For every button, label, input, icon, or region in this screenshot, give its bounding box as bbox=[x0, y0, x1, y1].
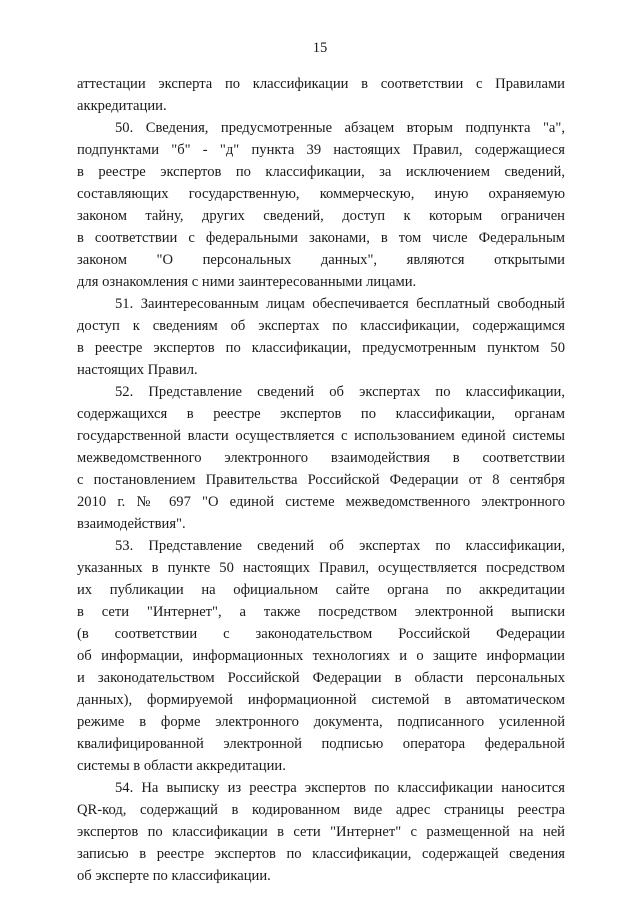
text-line: для ознакомления с ними заинтересованными лицами. bbox=[77, 274, 417, 290]
text-line: (в соответствии с законодательством Российской Федерации bbox=[77, 626, 565, 642]
text-line: записью в реестре экспертов по классификации, содержащей сведения bbox=[77, 846, 565, 862]
text-line: 53. Представление сведений об экспертах по классификации, bbox=[115, 538, 565, 554]
text-line: системы в области аккредитации. bbox=[77, 758, 286, 774]
text-line: государственной власти осуществляется с использованием единой системы bbox=[77, 428, 565, 444]
text-line: составляющих государственную, коммерческую, иную охраняемую bbox=[77, 186, 565, 202]
text-line: законом "О персональных данных", являются открытыми bbox=[77, 252, 565, 268]
text-line: об эксперте по классификации. bbox=[77, 868, 271, 884]
text-line: доступ к сведениям об экспертах по классификации, содержащимся bbox=[77, 318, 565, 334]
text-line: об информации, информационных технологиях и о защите информации bbox=[77, 648, 565, 664]
text-line: 52. Представление сведений об экспертах по классификации, bbox=[115, 384, 565, 400]
text-line: в реестре экспертов по классификации, предусмотренным пунктом 50 bbox=[77, 340, 565, 356]
text-line: и законодательством Российской Федерации в области персональных bbox=[77, 670, 565, 686]
text-line: QR-код, содержащий в кодированном виде адрес страницы реестра bbox=[77, 802, 565, 818]
text-line: их публикации на официальном сайте органа по аккредитации bbox=[77, 582, 565, 598]
text-line: взаимодействия". bbox=[77, 516, 186, 532]
page-number: 15 bbox=[312, 40, 328, 56]
document-body bbox=[77, 73, 565, 887]
text-line: экспертов по классификации в сети "Интернет" с размещенной на ней bbox=[77, 824, 565, 840]
text-line: аккредитации. bbox=[77, 98, 167, 114]
text-line: 54. На выписку из реестра экспертов по классификации наносится bbox=[115, 780, 565, 796]
text-line: указанных в пункте 50 настоящих Правил, осуществляется посредством bbox=[77, 560, 565, 576]
text-line: подпунктами "б" - "д" пункта 39 настоящих Правил, содержащиеся bbox=[77, 142, 565, 158]
text-line: межведомственного электронного взаимодействия в соответствии bbox=[77, 450, 565, 466]
text-line: в соответствии с федеральными законами, в том числе Федеральным bbox=[77, 230, 565, 246]
text-line: 50. Сведения, предусмотренные абзацем вторым подпункта "а", bbox=[115, 120, 565, 136]
text-line: 2010 г. № 697 "О единой системе межведомственного электронного bbox=[77, 494, 565, 510]
text-line: законом тайну, других сведений, доступ к которым ограничен bbox=[77, 208, 565, 224]
text-line: содержащихся в реестре экспертов по классификации, органам bbox=[77, 406, 565, 422]
text-line: аттестации эксперта по классификации в соответствии с Правилами bbox=[77, 76, 565, 92]
text-line: режиме в форме электронного документа, подписанного усиленной bbox=[77, 714, 565, 730]
text-line: 51. Заинтересованным лицам обеспечивается бесплатный свободный bbox=[115, 296, 565, 312]
text-line: настоящих Правил. bbox=[77, 362, 198, 378]
text-line: с постановлением Правительства Российской Федерации от 8 сентября bbox=[77, 472, 565, 488]
text-line: данных), формируемой информационной системой в автоматическом bbox=[77, 692, 565, 708]
text-line: в сети "Интернет", а также посредством электронной выписки bbox=[77, 604, 565, 620]
text-line: в реестре экспертов по классификации, за исключением сведений, bbox=[77, 164, 565, 180]
text-line: квалифицированной электронной подписью оператора федеральной bbox=[77, 736, 565, 752]
